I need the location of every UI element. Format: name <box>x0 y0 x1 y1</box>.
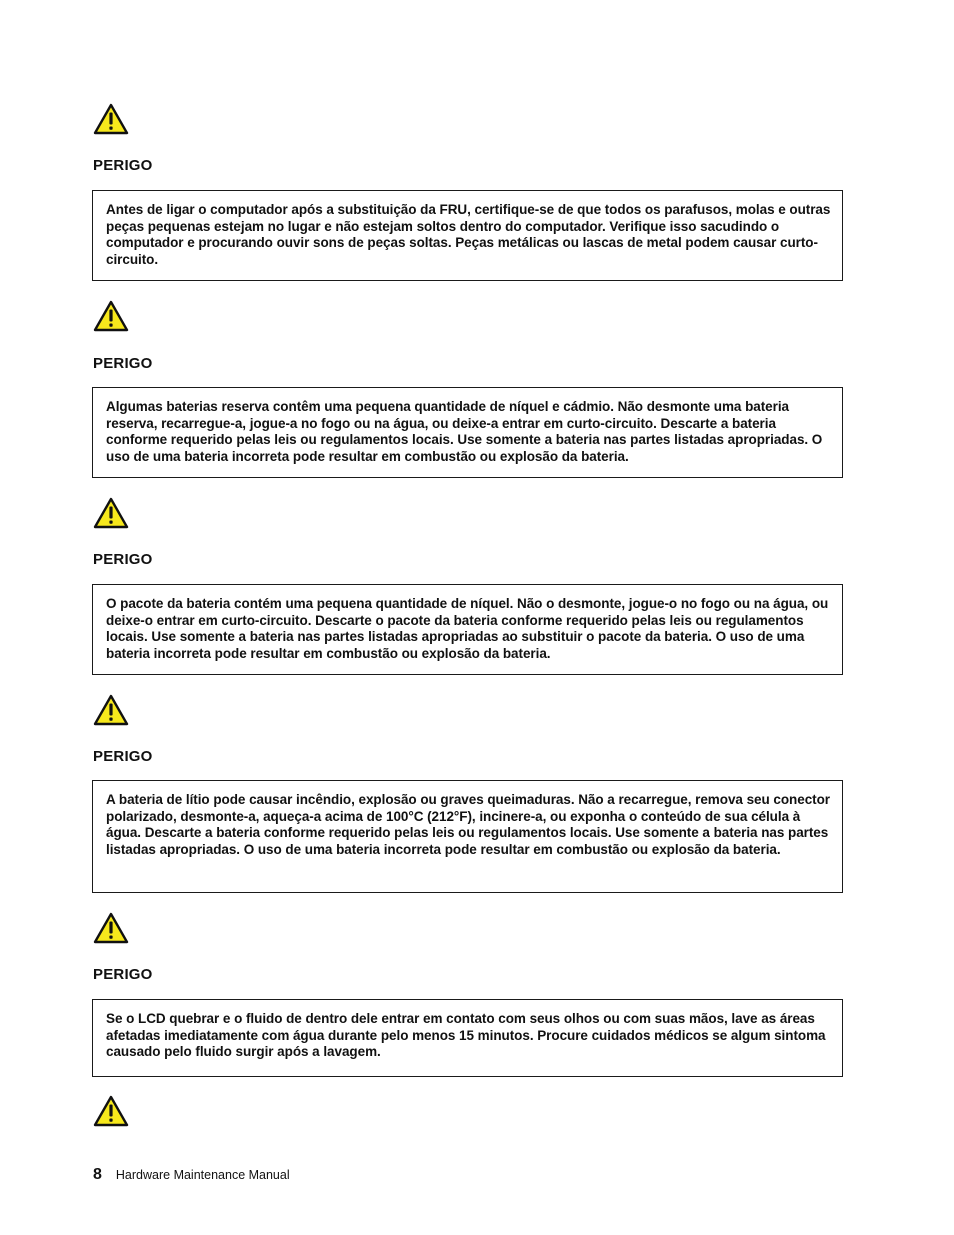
warning-triangle-icon <box>93 103 129 135</box>
warning-triangle-icon <box>93 300 129 332</box>
danger-notice-text: Se o LCD quebrar e o fluido de dentro dele entrar em contato com seus olhos ou com suas mãos, lave as áreas afetadas imediatamente com água durante pelo menos 15 minutos. Procure cuidados médicos se algum sintoma causado pelo fluido surgir após a lavagem. <box>106 1011 826 1060</box>
danger-notice-box <box>92 584 843 675</box>
danger-notice-box <box>92 780 843 893</box>
danger-heading: PERIGO <box>93 966 153 983</box>
danger-notice-text: A bateria de lítio pode causar incêndio, explosão ou graves queimaduras. Não a recarregue, remova seu conector polarizado, desmonte-a, aqueça-a acima de 100°C (212°F), incinere-a, ou exponha o conteúdo de sua célula à água. Descarte a bateria conforme requerido pelas leis ou regulamentos locais. Use somente a bateria nas partes listadas apropriadas. O uso de uma bateria incorreta pode resultar em combustão ou explosão da bateria. <box>106 792 830 858</box>
warning-triangle-icon <box>93 694 129 726</box>
warning-triangle-icon <box>93 912 129 944</box>
page-number: 8 <box>93 1166 102 1183</box>
warning-triangle-icon <box>93 1095 129 1127</box>
danger-notice-box <box>92 999 843 1077</box>
warning-triangle-icon <box>93 497 129 529</box>
danger-notice-text: Algumas baterias reserva contêm uma pequena quantidade de níquel e cádmio. Não desmonte uma bateria reserva, recarregue-a, jogue-a no fogo ou na água, ou deixe-a entrar em curto-circuito. Descarte a bateria conforme requerido pelas leis ou regulamentos locais. Use somente a bateria nas partes listadas apropriadas. O uso de uma bateria incorreta pode resultar em combustão ou explosão da bateria. <box>106 399 823 465</box>
danger-notice-text: O pacote da bateria contém uma pequena quantidade de níquel. Não o desmonte, jogue-o no fogo ou na água, ou deixe-o entrar em curto-circuito. Descarte o pacote da bateria conforme requerido pelas leis ou regulamentos locais. Use somente a bateria nas partes listadas apropriadas ao substituir o pacote da bateria. O uso de uma bateria incorreta pode resultar em combustão ou explosão da bateria. <box>106 596 829 662</box>
danger-heading: PERIGO <box>93 157 153 174</box>
danger-heading: PERIGO <box>93 748 153 765</box>
manual-title: Hardware Maintenance Manual <box>115 1168 290 1182</box>
page-footer <box>93 1166 290 1186</box>
danger-notice-box <box>92 190 843 281</box>
danger-heading: PERIGO <box>93 551 153 568</box>
danger-notice-box <box>92 387 843 478</box>
danger-heading: PERIGO <box>93 355 153 372</box>
danger-notice-text: Antes de ligar o computador após a substituição da FRU, certifique-se de que todos os parafusos, molas e outras peças pequenas estejam no lugar e não estejam soltos dentro do computador. Verifique isso sacudindo o computador e procurando ouvir sons de peças soltas. Peças metálicas ou lascas de metal podem causar curto-circuito. <box>106 202 831 268</box>
